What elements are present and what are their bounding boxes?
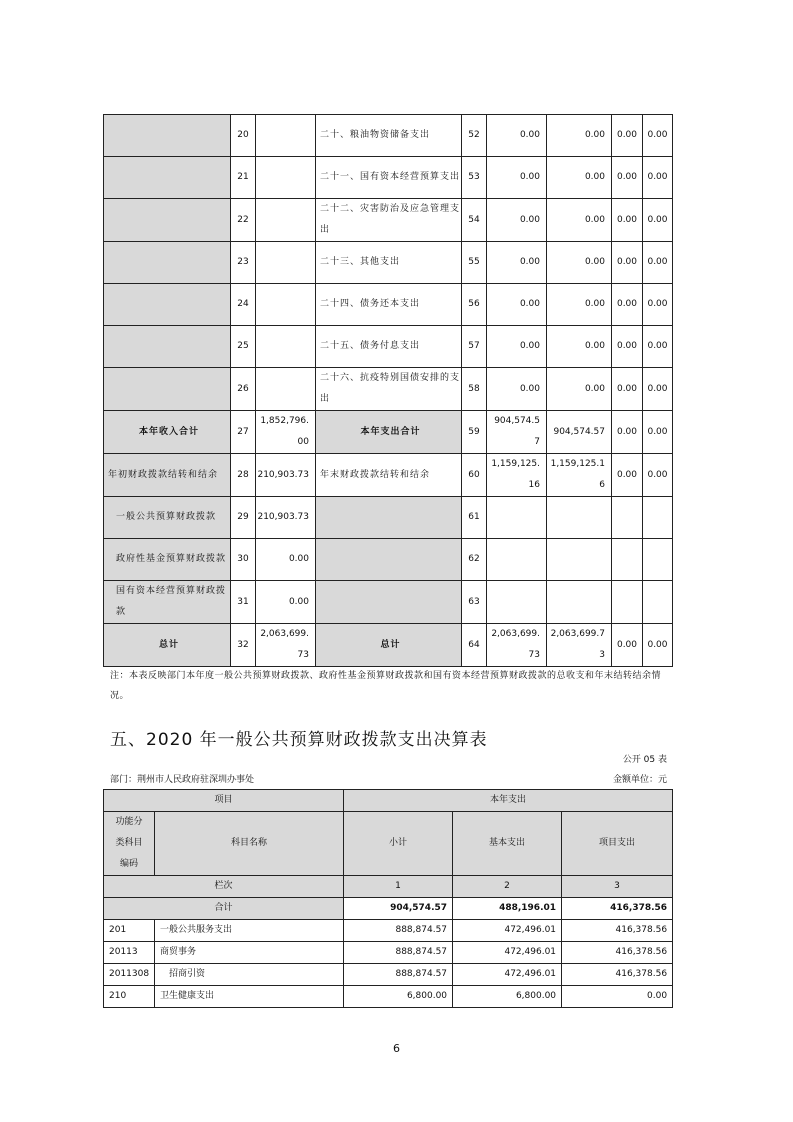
income-amount: 0.00 [256,581,316,624]
amount-3: 0.00 [612,326,643,368]
left-amount [256,284,316,326]
amount-4: 0.00 [643,326,673,368]
row-basic: 472,496.01 [453,942,562,964]
income-amount: 210,903.73 [256,497,316,539]
amount-4: 0.00 [643,368,673,411]
amount-1: 1,159,125.16 [487,454,547,497]
amount-3: 0.00 [612,454,643,497]
row-basic: 6,800.00 [453,986,562,1008]
left-label [104,326,231,368]
amount-1: 0.00 [487,326,547,368]
table-number: 公开 05 表 [622,755,667,765]
row-subtotal: 6,800.00 [344,986,453,1008]
table-row [104,942,673,964]
column-2: 2 [453,876,562,898]
income-amount: 210,903.73 [256,454,316,497]
left-row-number: 23 [231,242,256,284]
amount-2: 2,063,699.73 [547,624,612,667]
left-row-number: 32 [231,624,256,667]
amount-3: 0.00 [612,157,643,199]
income-total-row [104,411,673,454]
column-index-row [104,876,673,898]
total-row [104,898,673,920]
left-amount [256,242,316,284]
row-project: 416,378.56 [562,964,673,986]
row-project: 416,378.56 [562,920,673,942]
left-row-number: 30 [231,539,256,581]
amount-3: 0.00 [612,242,643,284]
right-row-number: 64 [462,624,487,667]
carry-over-detail-row [104,497,673,539]
left-row-number: 27 [231,411,256,454]
left-amount [256,157,316,199]
expenditure-item: 二十二、灾害防治及应急管理支出 [316,199,462,242]
left-amount [256,326,316,368]
amount-2: 0.00 [547,115,612,157]
right-row-number: 58 [462,368,487,411]
left-row-number: 24 [231,284,256,326]
table-row [104,920,673,942]
table-row [104,964,673,986]
total-project: 416,378.56 [562,898,673,920]
left-row-number: 21 [231,157,256,199]
header-row [104,790,673,812]
table-row [104,242,673,284]
column-1: 1 [344,876,453,898]
row-project: 416,378.56 [562,942,673,964]
expenditure-label [316,581,462,624]
left-label [104,368,231,411]
header-subtotal: 小计 [344,812,453,876]
column-3: 3 [562,876,673,898]
amount-4 [643,581,673,624]
row-basic: 472,496.01 [453,920,562,942]
header-name: 科目名称 [155,812,344,876]
row-project: 0.00 [562,986,673,1008]
left-amount [256,368,316,411]
row-code: 210 [104,986,155,1008]
right-row-number: 63 [462,581,487,624]
header-item: 项目 [104,790,344,812]
row-subtotal: 888,874.57 [344,920,453,942]
row-code: 2011308 [104,964,155,986]
carry-over-detail-row [104,539,673,581]
header-project: 项目支出 [562,812,673,876]
right-row-number: 61 [462,497,487,539]
right-row-number: 59 [462,411,487,454]
amount-1 [487,581,547,624]
total-label: 合计 [104,898,344,920]
amount-4 [643,539,673,581]
table-row [104,986,673,1008]
table-row [104,284,673,326]
amount-2: 0.00 [547,326,612,368]
row-basic: 472,496.01 [453,964,562,986]
right-row-number: 55 [462,242,487,284]
amount-2: 0.00 [547,242,612,284]
amount-2: 1,159,125.16 [547,454,612,497]
column-label: 栏次 [104,876,344,898]
header-year-expenditure: 本年支出 [344,790,673,812]
carry-over-detail-row [104,581,673,624]
income-amount: 1,852,796.00 [256,411,316,454]
section-title: 五、2020 年一般公共预算财政拨款支出决算表 [110,730,488,750]
amount-2 [547,539,612,581]
left-row-number: 26 [231,368,256,411]
right-row-number: 52 [462,115,487,157]
table-row [104,368,673,411]
amount-1: 0.00 [487,284,547,326]
header-code: 功能分类科目编码 [104,812,155,876]
income-amount: 2,063,699.73 [256,624,316,667]
amount-4: 0.00 [643,199,673,242]
amount-1: 0.00 [487,368,547,411]
left-label [104,115,231,157]
left-row-number: 22 [231,199,256,242]
amount-2: 0.00 [547,284,612,326]
expenditure-label: 总计 [316,624,462,667]
right-row-number: 62 [462,539,487,581]
income-amount: 0.00 [256,539,316,581]
total-basic: 488,196.01 [453,898,562,920]
table-row [104,199,673,242]
right-row-number: 54 [462,199,487,242]
left-label [104,199,231,242]
row-subtotal: 888,874.57 [344,942,453,964]
right-row-number: 57 [462,326,487,368]
amount-4: 0.00 [643,157,673,199]
grand-total-row [104,624,673,667]
amount-2: 0.00 [547,157,612,199]
general-budget-expenditure-table [103,789,673,1008]
row-name: 招商引资 [155,964,344,986]
department-label: 部门：荆州市人民政府驻深圳办事处 [110,775,255,785]
page-number: 6 [393,1042,400,1055]
amount-2: 904,574.57 [547,411,612,454]
income-expense-summary-table [103,114,673,667]
amount-2 [547,581,612,624]
left-row-number: 29 [231,497,256,539]
amount-2: 0.00 [547,368,612,411]
left-row-number: 31 [231,581,256,624]
amount-3 [612,539,643,581]
left-row-number: 20 [231,115,256,157]
income-label: 总计 [104,624,231,667]
income-label: 国有资本经营预算财政拨款 [104,581,231,624]
row-code: 20113 [104,942,155,964]
right-row-number: 56 [462,284,487,326]
amount-1: 2,063,699.73 [487,624,547,667]
amount-3: 0.00 [612,115,643,157]
left-amount [256,199,316,242]
amount-4 [643,497,673,539]
subheader-row [104,812,673,876]
income-label: 年初财政拨款结转和结余 [104,454,231,497]
expenditure-label: 年末财政拨款结转和结余 [316,454,462,497]
amount-3: 0.00 [612,199,643,242]
left-row-number: 28 [231,454,256,497]
amount-4: 0.00 [643,411,673,454]
amount-3: 0.00 [612,624,643,667]
table-row [104,326,673,368]
amount-4: 0.00 [643,115,673,157]
right-row-number: 60 [462,454,487,497]
left-label [104,242,231,284]
amount-4: 0.00 [643,242,673,284]
total-subtotal: 904,574.57 [344,898,453,920]
expenditure-label [316,539,462,581]
amount-1: 904,574.57 [487,411,547,454]
expenditure-label: 本年支出合计 [316,411,462,454]
row-code: 201 [104,920,155,942]
income-label: 本年收入合计 [104,411,231,454]
amount-4: 0.00 [643,454,673,497]
expenditure-item: 二十、粮油物资储备支出 [316,115,462,157]
expenditure-item: 二十三、其他支出 [316,242,462,284]
amount-1: 0.00 [487,199,547,242]
amount-4: 0.00 [643,624,673,667]
left-label [104,284,231,326]
amount-2 [547,497,612,539]
row-subtotal: 888,874.57 [344,964,453,986]
amount-1 [487,497,547,539]
expenditure-item: 二十四、债务还本支出 [316,284,462,326]
header-basic: 基本支出 [453,812,562,876]
table-row [104,157,673,199]
row-name: 卫生健康支出 [155,986,344,1008]
expenditure-item: 二十六、抗疫特别国债安排的支出 [316,368,462,411]
carry-over-row [104,454,673,497]
row-name: 商贸事务 [155,942,344,964]
row-name: 一般公共服务支出 [155,920,344,942]
amount-3: 0.00 [612,284,643,326]
amount-4: 0.00 [643,284,673,326]
expenditure-label [316,497,462,539]
amount-1: 0.00 [487,115,547,157]
unit-label: 金额单位：元 [612,775,667,785]
expenditure-item: 二十五、债务付息支出 [316,326,462,368]
income-label: 一般公共预算财政拨款 [104,497,231,539]
amount-1: 0.00 [487,242,547,284]
table-row [104,115,673,157]
amount-3: 0.00 [612,411,643,454]
income-label: 政府性基金预算财政拨款 [104,539,231,581]
amount-2: 0.00 [547,199,612,242]
amount-1 [487,539,547,581]
amount-1: 0.00 [487,157,547,199]
amount-3: 0.00 [612,368,643,411]
left-amount [256,115,316,157]
right-row-number: 53 [462,157,487,199]
left-row-number: 25 [231,326,256,368]
amount-3 [612,581,643,624]
table-note: 注：本表反映部门本年度一般公共预算财政拨款、政府性基金预算财政拨款和国有资本经营预算财政拨款的总收支和年末结转结余情况。 [110,671,662,701]
amount-3 [612,497,643,539]
left-label [104,157,231,199]
expenditure-item: 二十一、国有资本经营预算支出 [316,157,462,199]
